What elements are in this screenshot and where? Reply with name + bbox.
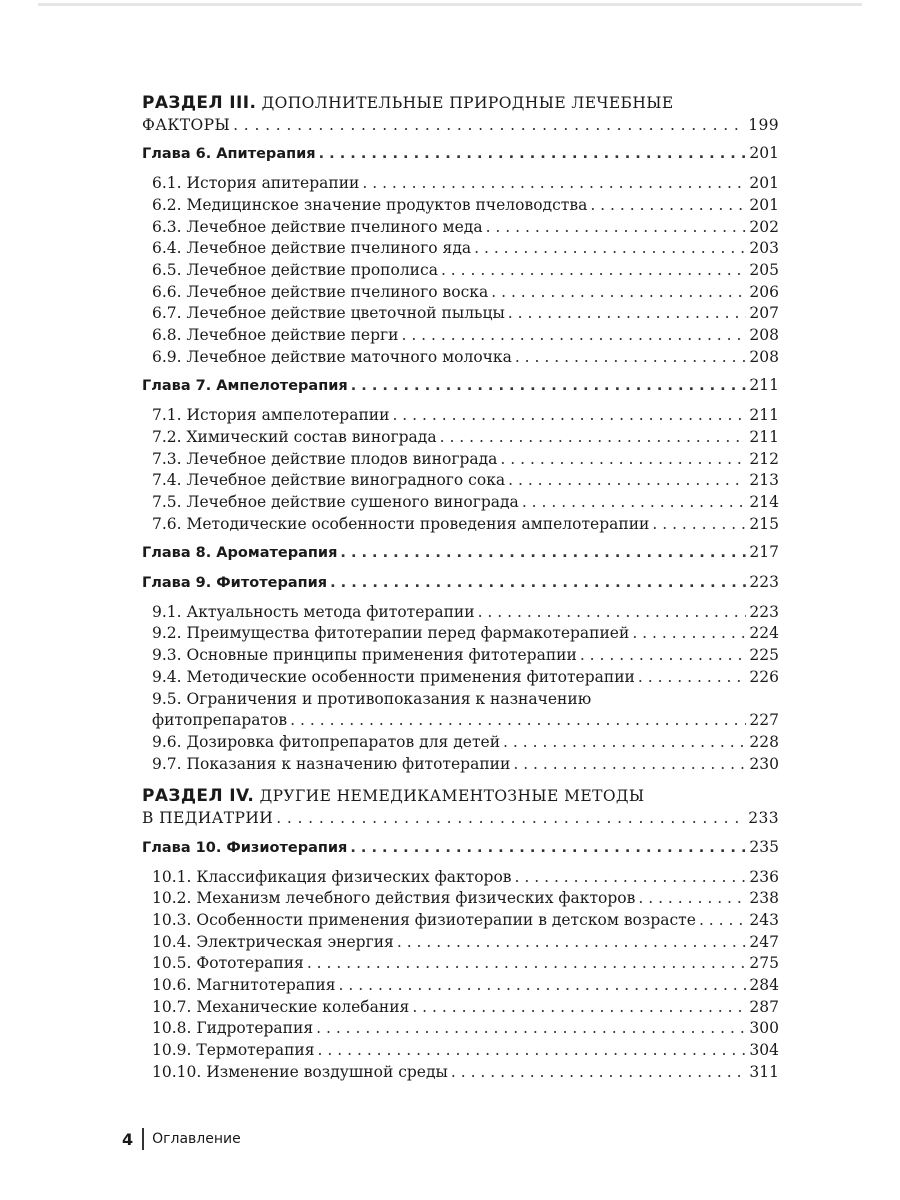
section-3-label: РАЗДЕЛ III.	[142, 93, 257, 113]
entry-title: 9.4. Методические особенности применения фитотерапии	[152, 667, 635, 686]
entry-title: 10.5. Фототерапия	[152, 954, 304, 973]
page-footer	[122, 1128, 241, 1150]
toc-entry-10-1[interactable]	[142, 867, 779, 889]
toc-entry-10-7[interactable]	[142, 997, 779, 1019]
dot-leader	[316, 1018, 746, 1040]
dot-leader	[652, 514, 746, 536]
entry-title: 6.8. Лечебное действие перги	[152, 326, 399, 345]
dot-leader	[319, 144, 747, 166]
dot-leader	[350, 838, 746, 860]
dot-leader	[441, 260, 746, 282]
dot-leader	[515, 867, 747, 889]
section-3	[142, 93, 779, 136]
toc-entry-9-1[interactable]	[142, 602, 779, 624]
entry-title: 6.9. Лечебное действие маточного молочка	[152, 347, 512, 366]
chapter-7[interactable]	[142, 375, 779, 398]
toc-entry-10-5[interactable]	[142, 953, 779, 975]
page-number: 235	[749, 837, 779, 856]
chapter-title: Глава 8. Ароматерапия	[142, 545, 338, 562]
page-number: 211	[749, 376, 779, 395]
entry-title: 6.7. Лечебное действие цветочной пыльцы	[152, 304, 505, 323]
toc-entry-10-8[interactable]	[142, 1018, 779, 1040]
page-number: 215	[749, 514, 779, 533]
entry-title: 10.6. Магнитотерапия	[152, 976, 336, 995]
dot-leader	[474, 238, 746, 260]
entry-title: 6.4. Лечебное действие пчелиного яда	[152, 239, 472, 258]
chapter-6[interactable]	[142, 143, 779, 166]
entry-title: 10.2. Механизм лечебного действия физических факторов	[152, 889, 636, 908]
section-4-label: РАЗДЕЛ IV.	[142, 786, 255, 807]
dot-leader	[508, 470, 746, 492]
toc-entry-9-5[interactable]	[142, 689, 779, 732]
toc-entry-6-8[interactable]	[142, 325, 779, 347]
page-number: 225	[749, 646, 779, 665]
toc-entry-6-1[interactable]	[142, 173, 779, 195]
page-number: 300	[749, 1019, 779, 1038]
section-3-title-line1: ДОПОЛНИТЕЛЬНЫЕ ПРИРОДНЫЕ ЛЕЧЕБНЫЕ	[261, 94, 674, 112]
dot-leader	[500, 449, 746, 471]
entry-title-line1: 9.5. Ограничения и противопоказания к назначению	[152, 689, 592, 708]
page-number: 207	[749, 304, 779, 323]
entry-title: 9.2. Преимущества фитотерапии перед фармакотерапией	[152, 624, 630, 643]
page-number: 230	[749, 754, 779, 773]
dot-leader	[330, 573, 746, 595]
toc-entry-6-4[interactable]	[142, 238, 779, 260]
dot-leader	[307, 953, 747, 975]
toc-entry-9-7[interactable]	[142, 754, 779, 776]
section-3-entry[interactable]	[142, 115, 779, 137]
entry-title: 6.2. Медицинское значение продуктов пчеловодства	[152, 195, 588, 214]
entry-title: 7.3. Лечебное действие плодов винограда	[152, 449, 498, 468]
toc-entry-7-1[interactable]	[142, 405, 779, 427]
entry-title: 7.5. Лечебное действие сушеного винограда	[152, 492, 519, 511]
dot-leader	[392, 405, 746, 427]
entry-title: 9.1. Актуальность метода фитотерапии	[152, 602, 475, 621]
toc-entry-7-2[interactable]	[142, 427, 779, 449]
toc-entry-10-9[interactable]	[142, 1040, 779, 1062]
page-number: 287	[749, 997, 779, 1016]
toc-entry-7-4[interactable]	[142, 470, 779, 492]
page-number: 223	[749, 573, 779, 592]
section-3-title-line2: ФАКТОРЫ	[142, 115, 231, 134]
dot-leader	[318, 1040, 747, 1062]
toc-entry-6-5[interactable]	[142, 260, 779, 282]
page-number: 211	[749, 427, 779, 446]
dot-leader	[340, 543, 746, 565]
dot-leader	[362, 173, 746, 195]
page-number: 202	[749, 217, 779, 236]
toc-entry-10-10[interactable]	[142, 1062, 779, 1084]
toc-entry-6-9[interactable]	[142, 347, 779, 369]
toc-entry-7-3[interactable]	[142, 449, 779, 471]
table-of-contents	[142, 93, 779, 1084]
page-number: 228	[749, 732, 779, 751]
dot-leader	[478, 602, 747, 624]
entry-title: 9.3. Основные принципы применения фитотерапии	[152, 646, 577, 665]
entry-title: 10.7. Механические колебания	[152, 997, 410, 1016]
dot-leader	[513, 754, 746, 776]
dot-leader	[638, 888, 746, 910]
page-number: 233	[748, 809, 779, 828]
dot-leader	[522, 492, 747, 514]
footer-divider	[142, 1128, 144, 1150]
toc-entry-9-3[interactable]	[142, 645, 779, 667]
chapter-title: Глава 6. Апитерапия	[142, 146, 316, 163]
dot-leader	[276, 808, 745, 830]
toc-entry-10-4[interactable]	[142, 932, 779, 954]
entry-title: 6.1. История апитерапии	[152, 174, 360, 193]
entry-title: 6.3. Лечебное действие пчелиного меда	[152, 217, 483, 236]
entry-title: 7.4. Лечебное действие виноградного сока	[152, 471, 506, 490]
dot-leader	[590, 195, 746, 217]
entry-title-line2: фитопрепаратов	[152, 711, 288, 730]
dot-leader	[580, 645, 747, 667]
dot-leader	[351, 376, 747, 398]
entry-title: 10.10. Изменение воздушной среды	[152, 1062, 448, 1081]
toc-entry-6-6[interactable]	[142, 282, 779, 304]
entry-title: 7.1. История ампелотерапии	[152, 406, 390, 425]
dot-leader	[401, 325, 746, 347]
page-number: 201	[749, 195, 779, 214]
entry-title: 10.8. Гидротерапия	[152, 1019, 314, 1038]
chapter-title: Глава 9. Фитотерапия	[142, 575, 328, 592]
page-number: 304	[749, 1041, 779, 1060]
page-number: 211	[749, 406, 779, 425]
toc-entry-6-7[interactable]	[142, 303, 779, 325]
footer-running-title: Оглавление	[152, 1131, 241, 1147]
toc-entry-6-3[interactable]	[142, 217, 779, 239]
toc-entry-10-6[interactable]	[142, 975, 779, 997]
dot-leader	[412, 997, 746, 1019]
entry-title: 10.3. Особенности применения физиотерапии в детском возрасте	[152, 910, 696, 929]
chapter-title: Глава 7. Ампелотерапия	[142, 378, 348, 395]
dot-leader	[508, 303, 747, 325]
chapter-title: Глава 10. Физиотерапия	[142, 839, 348, 856]
page-number: 311	[749, 1062, 779, 1081]
page-number: 206	[749, 282, 779, 301]
footer-page-number: 4	[122, 1129, 134, 1149]
toc-entry-7-5[interactable]	[142, 492, 779, 514]
section-4-title-line2: В ПЕДИАТРИИ	[142, 809, 274, 828]
entry-title: 6.5. Лечебное действие прополиса	[152, 260, 438, 279]
page-number: 247	[749, 932, 779, 951]
entry-title: 9.7. Показания к назначению фитотерапии	[152, 754, 511, 773]
page-number: 284	[749, 976, 779, 995]
dot-leader	[515, 347, 747, 369]
toc-entry-9-2[interactable]	[142, 623, 779, 645]
page-number: 243	[749, 910, 779, 929]
dot-leader	[486, 217, 747, 239]
page-number: 213	[749, 471, 779, 490]
dot-leader	[339, 975, 747, 997]
page-number: 205	[749, 260, 779, 279]
entry-title: 10.9. Термотерапия	[152, 1041, 315, 1060]
dot-leader	[491, 282, 746, 304]
toc-entry-10-2[interactable]	[142, 888, 779, 910]
section-4	[142, 786, 779, 829]
dot-leader	[233, 115, 745, 137]
dot-leader	[638, 667, 747, 689]
toc-entry-9-4[interactable]	[142, 667, 779, 689]
entry-title: 6.6. Лечебное действие пчелиного воска	[152, 282, 489, 301]
page-number: 208	[749, 326, 779, 345]
toc-entry-6-2[interactable]	[142, 195, 779, 217]
toc-entry-10-3[interactable]	[142, 910, 779, 932]
entry-title: 10.4. Электрическая энергия	[152, 932, 394, 951]
page-number: 236	[749, 867, 779, 886]
page-number: 223	[749, 602, 779, 621]
chapter-8[interactable]	[142, 542, 779, 565]
dot-leader	[503, 732, 746, 754]
section-4-entry[interactable]	[142, 808, 779, 830]
toc-entry-9-6[interactable]	[142, 732, 779, 754]
page-number: 226	[749, 667, 779, 686]
page-number: 203	[749, 239, 779, 258]
chapter-9[interactable]	[142, 572, 779, 595]
section-3-heading	[142, 93, 779, 115]
entry-title: 9.6. Дозировка фитопрепаратов для детей	[152, 732, 501, 751]
chapter-10[interactable]	[142, 837, 779, 860]
entry-title: 7.6. Методические особенности проведения ампелотерапии	[152, 514, 650, 533]
section-4-heading	[142, 786, 779, 808]
page-number: 199	[748, 115, 779, 134]
entry-title: 10.1. Классификация физических факторов	[152, 867, 512, 886]
dot-leader	[440, 427, 747, 449]
page-number: 238	[749, 889, 779, 908]
dot-leader	[290, 710, 746, 732]
section-4-title-line1: ДРУГИЕ НЕМЕДИКАМЕНТОЗНЫЕ МЕТОДЫ	[259, 787, 645, 806]
dot-leader	[397, 932, 747, 954]
dot-leader	[699, 910, 746, 932]
page-number: 224	[749, 624, 779, 643]
dot-leader	[451, 1062, 747, 1084]
page-number: 227	[749, 711, 779, 730]
dot-leader	[632, 623, 746, 645]
page-number: 201	[749, 144, 779, 163]
entry-title: 7.2. Химический состав винограда	[152, 427, 437, 446]
page-number: 212	[749, 449, 779, 468]
toc-entry-7-6[interactable]	[142, 514, 779, 536]
page-number: 201	[749, 174, 779, 193]
page-number: 217	[749, 543, 779, 562]
page-number: 275	[749, 954, 779, 973]
top-divider	[38, 3, 862, 6]
page-number: 214	[749, 492, 779, 511]
page-number: 208	[749, 347, 779, 366]
